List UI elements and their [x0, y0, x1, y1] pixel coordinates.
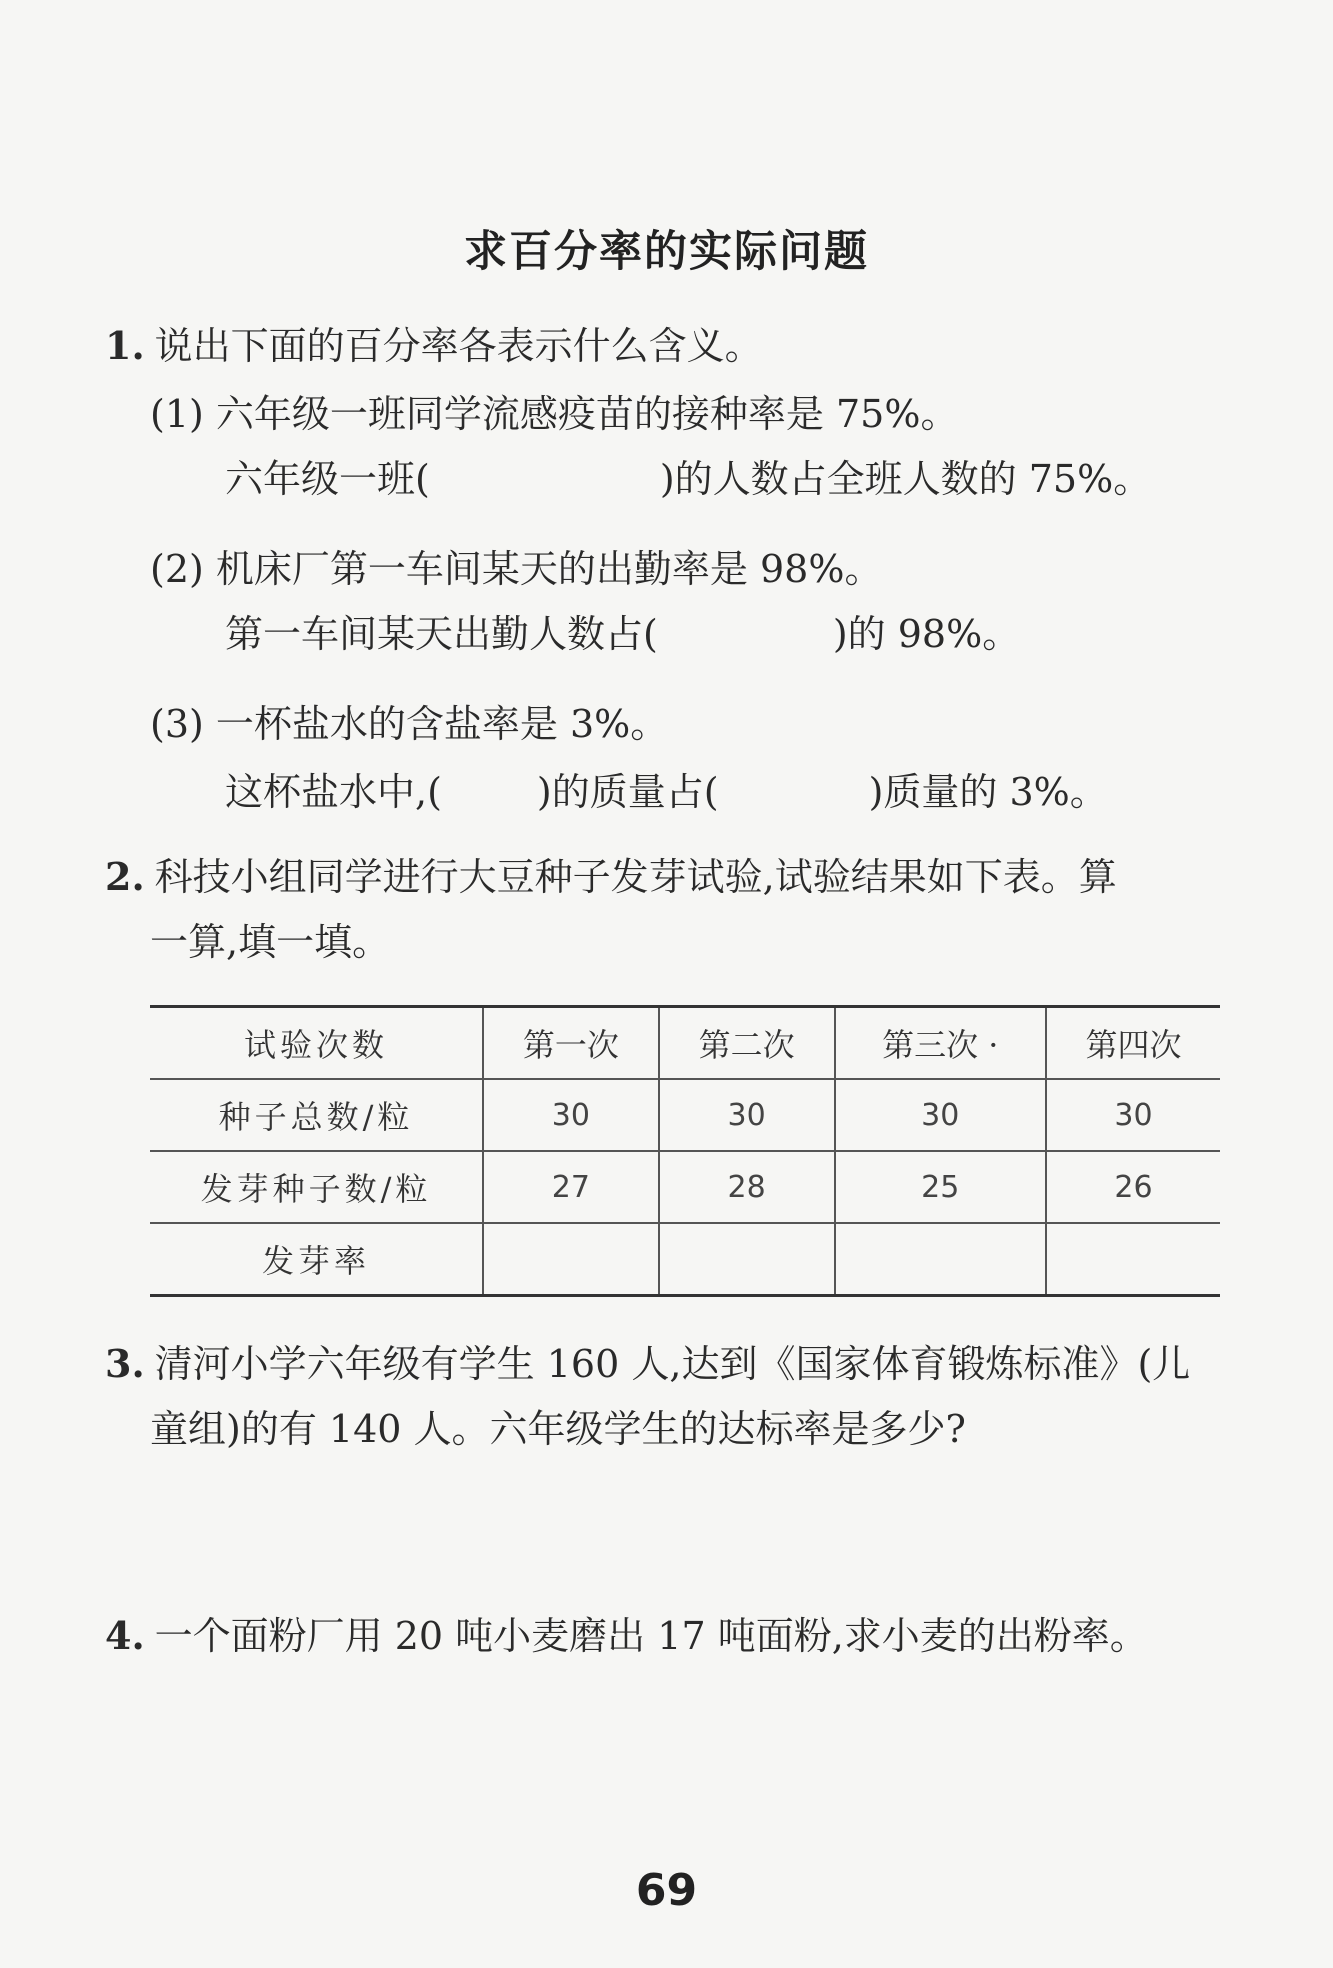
question-text: 说出下面的百分率各表示什么含义。 — [154, 324, 763, 368]
item-label: (3) — [150, 702, 204, 746]
item-statement: 六年级一班同学流感疫苗的接种率是 75%。 — [215, 392, 959, 436]
answer-cell[interactable] — [1046, 1223, 1220, 1296]
item-statement: 一杯盐水的含盐率是 3%。 — [215, 702, 669, 746]
header-cell: 第四次 — [1046, 1007, 1220, 1080]
item-statement: 机床厂第一车间某天的出勤率是 98%。 — [215, 547, 883, 591]
question-text: 清河小学六年级有学生 160 人,达到《国家体育锻炼标准》(儿 — [154, 1342, 1191, 1386]
question-number: 4. — [105, 1613, 145, 1658]
question-3-line-2: 童组)的有 140 人。六年级学生的达标率是多少? — [150, 1407, 966, 1451]
table-row — [150, 1079, 1220, 1151]
question-number: 1. — [105, 323, 145, 368]
table-cell: 27 — [483, 1151, 659, 1223]
header-cell: 试验次数 — [150, 1007, 483, 1080]
page-number: 69 — [635, 1865, 698, 1916]
header-cell: 第三次 · — [835, 1007, 1047, 1080]
q1-item-3-fill — [225, 768, 1108, 816]
fill-text-after: )质量的 3%。 — [868, 770, 1108, 814]
fill-text-after: )的人数占全班人数的 75%。 — [659, 457, 1152, 501]
row-label: 种子总数/粒 — [150, 1079, 483, 1151]
item-label: (2) — [150, 547, 204, 591]
table-cell: 25 — [835, 1151, 1047, 1223]
q1-item-2-fill — [225, 610, 1020, 658]
table-cell: 30 — [835, 1079, 1047, 1151]
q1-item-1-statement — [150, 390, 958, 438]
row-label: 发芽率 — [150, 1223, 483, 1296]
question-number: 2. — [105, 854, 145, 899]
header-cell: 第二次 — [659, 1007, 835, 1080]
question-1 — [105, 322, 763, 370]
answer-cell[interactable] — [835, 1223, 1047, 1296]
question-text: 一个面粉厂用 20 吨小麦磨出 17 吨面粉,求小麦的出粉率。 — [154, 1614, 1148, 1658]
row-label: 发芽种子数/粒 — [150, 1151, 483, 1223]
header-cell: 第一次 — [483, 1007, 659, 1080]
table-row — [150, 1223, 1220, 1296]
item-label: (1) — [150, 392, 204, 436]
fill-text-before: 六年级一班( — [225, 457, 430, 501]
answer-cell[interactable] — [659, 1223, 835, 1296]
table-cell: 30 — [659, 1079, 835, 1151]
table-cell: 30 — [1046, 1079, 1220, 1151]
question-text: 科技小组同学进行大豆种子发芽试验,试验结果如下表。算 — [154, 855, 1117, 899]
table-row — [150, 1151, 1220, 1223]
table-cell: 26 — [1046, 1151, 1220, 1223]
table-header-row — [150, 1007, 1220, 1080]
table-cell: 28 — [659, 1151, 835, 1223]
page-title: 求百分率的实际问题 — [464, 227, 869, 277]
question-number: 3. — [105, 1341, 145, 1386]
fill-text-before: 这杯盐水中,( — [225, 770, 442, 814]
question-2-line-1 — [105, 853, 1117, 901]
question-3-line-1 — [105, 1340, 1190, 1388]
fill-text-middle: )的质量占( — [536, 770, 719, 814]
q1-item-2-statement — [150, 545, 882, 593]
q1-item-3-statement — [150, 700, 668, 748]
q1-item-1-fill — [225, 455, 1151, 503]
fill-text-after: )的 98%。 — [832, 612, 1021, 656]
question-4 — [105, 1612, 1148, 1660]
question-2-line-2: 一算,填一填。 — [150, 920, 391, 964]
answer-cell[interactable] — [483, 1223, 659, 1296]
fill-text-before: 第一车间某天出勤人数占( — [225, 612, 658, 656]
table-cell: 30 — [483, 1079, 659, 1151]
germination-table — [150, 1005, 1220, 1297]
